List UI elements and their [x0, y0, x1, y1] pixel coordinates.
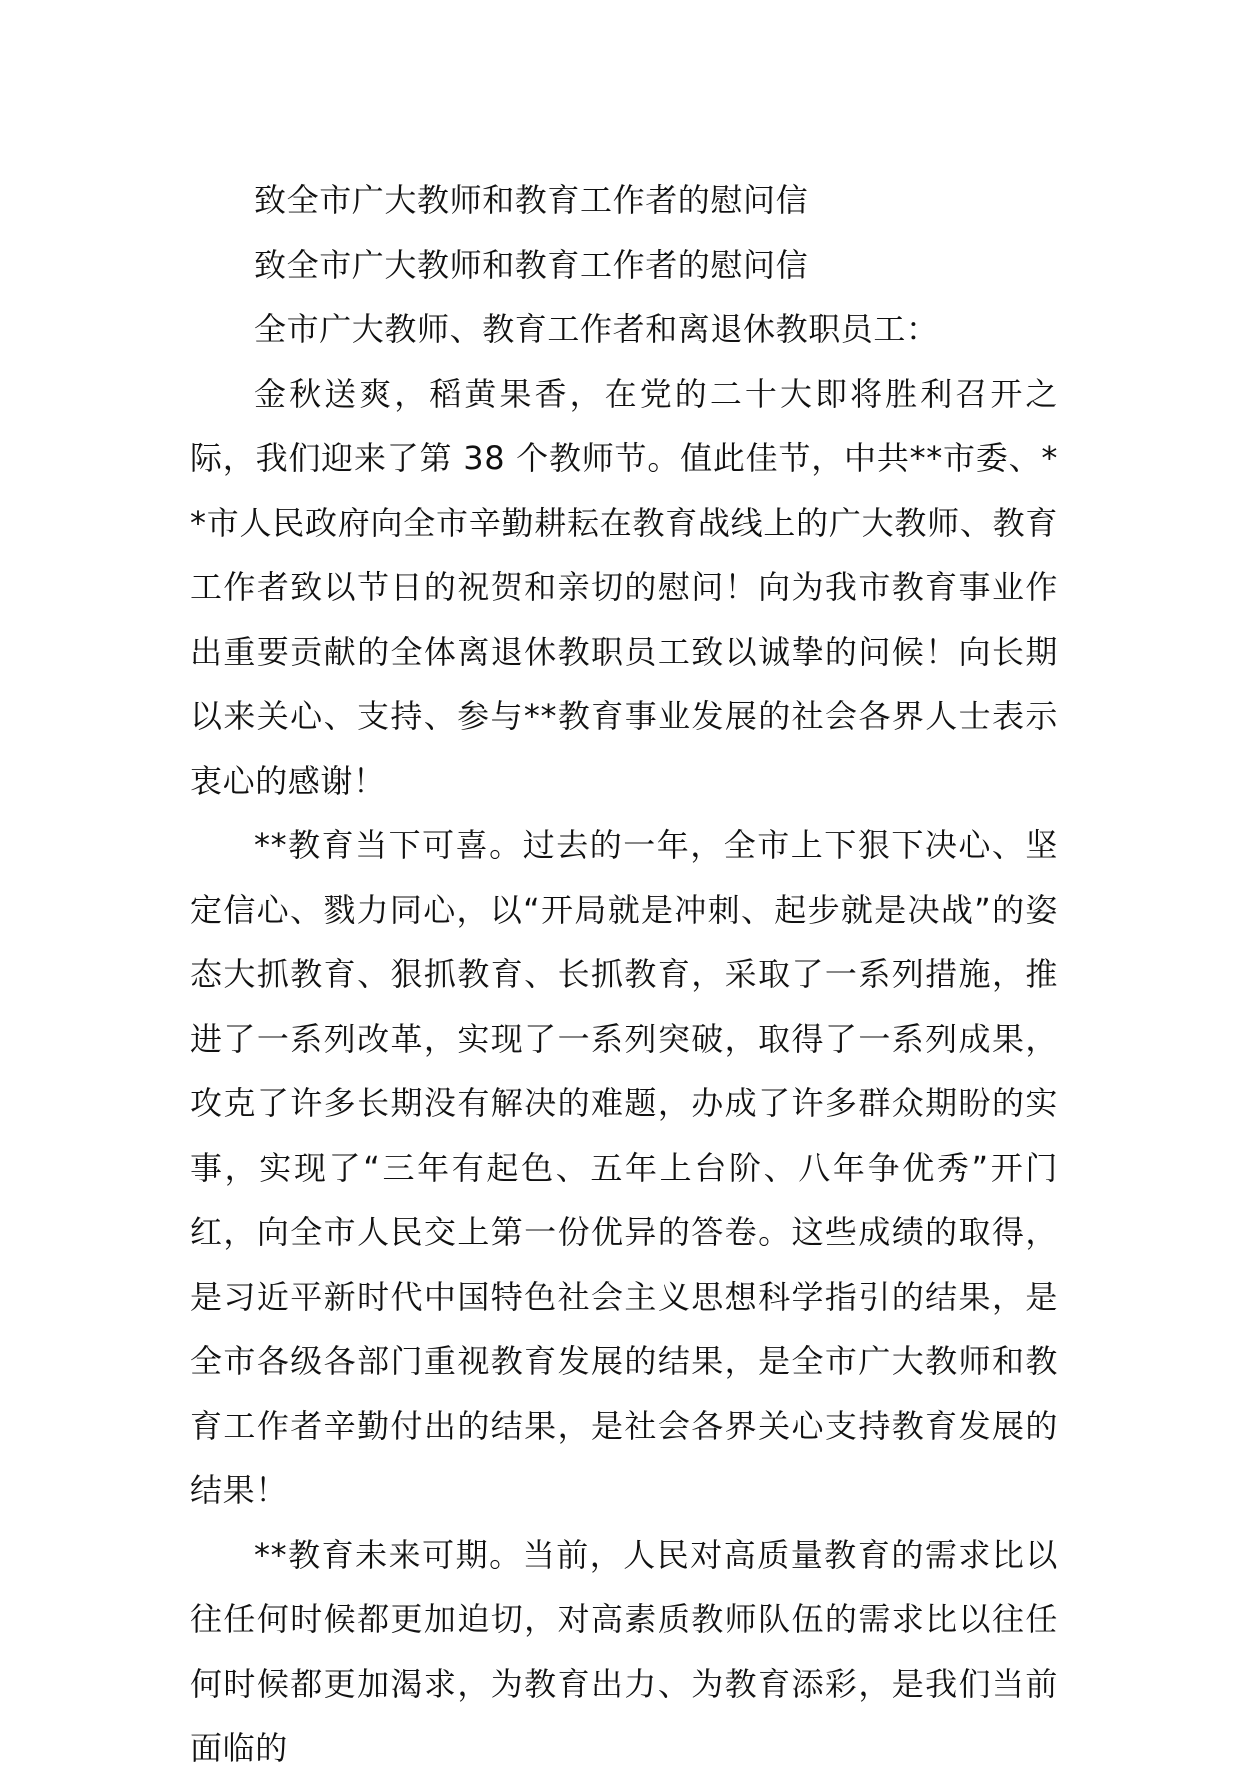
paragraph-3: **教育未来可期。当前，人民对高质量教育的需求比以往任何时候都更加迫切，对高素质教师队伍的需求比以往任何时候都更加渴求，为教育出力、为教育添彩，是我们当前面临的 [190, 1535, 1058, 1767]
paragraph-1: 金秋送爽，稻黄果香，在党的二十大即将胜利召开之际，我们迎来了第 38 个教师节。值此佳节，中共**市委、**市人民政府向全市辛勤耕耘在教育战线上的广大教师、教育工作者致以节日的祝贺和亲切的慰问！向为我市教育事业作出重要贡献的全体离退休教职员工致以诚挚的问候！向长期以来关心、支持、参与**教育事业发展的社会各界人士表示衷心的感谢！ [190, 374, 1058, 800]
salutation: 全市广大教师、教育工作者和离退休教职员工： [254, 310, 939, 348]
paragraph-2: **教育当下可喜。过去的一年，全市上下狠下决心、坚定信心、戮力同心，以“开局就是冲刺、起步就是决战”的姿态大抓教育、狠抓教育、长抓教育，采取了一系列措施，推进了一系列改革，实现了一系列突破，取得了一系列成果，攻克了许多长期没有解决的难题，办成了许多群众期盼的实事，实现了“三年有起色、五年上台阶、八年争优秀”开门红，向全市人民交上第一份优异的答卷。这些成绩的取得，是习近平新时代中国特色社会主义思想科学指引的结果，是全市各级各部门重视教育发展的结果，是全市广大教师和教育工作者辛勤付出的结果，是社会各界关心支持教育发展的结果！ [190, 826, 1058, 1509]
title-line-2: 致全市广大教师和教育工作者的慰问信 [254, 245, 809, 284]
document-page [190, 168, 1058, 1781]
title-line-1: 致全市广大教师和教育工作者的慰问信 [254, 181, 809, 219]
